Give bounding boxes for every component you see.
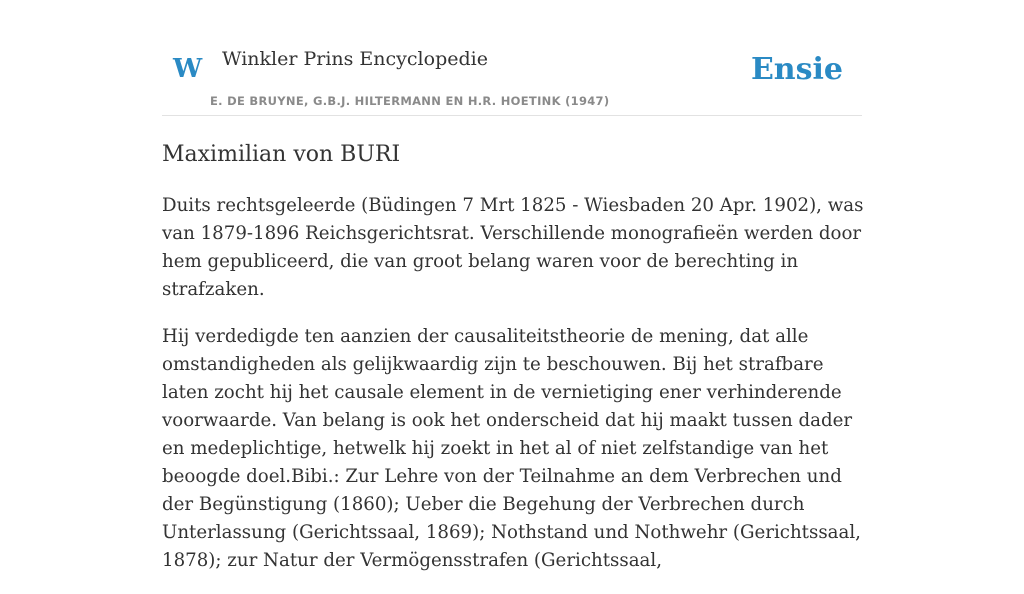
site-title[interactable]: Winkler Prins Encyclopedie [222,48,488,70]
article-body [162,192,874,594]
article-title: Maximilian von BURI [162,142,401,167]
site-header [162,40,862,116]
article-paragraph: Hij verdedigde ten aanzien der causaliteitstheorie de mening, dat alle omstandigheden als gelijkwaardig zijn te beschouwen. Bij het strafbare laten zocht hij het causale element in de vernietiging ener verhinderende voorwaarde. Van belang is ook het onderscheid dat hij maakt tussen dader en medeplichtige, hetwelk hij zoekt in het al of niet zelfstandige van het beoogde doel.Bibi.: Zur Lehre von der Teilnahme an dem Verbrechen und der Begünstigung (1860); Ueber die Begehung der Verbrechen durch Unterlassung (Gerichtssaal, 1869); Nothstand und Nothwehr (Gerichtssaal, 1878); zur Natur der Vermögensstrafen (Gerichtssaal, [162,326,861,571]
ensie-brand-link[interactable]: Ensie [750,52,843,87]
article-paragraph: Duits rechtsgeleerde (Büdingen 7 Mrt 1825 - Wiesbaden 20 Apr. 1902), was van 1879-1896 Reichsgerichtsrat. Verschillende monografieën werden door hem gepubliceerd, die van groot belang waren voor de berechting in strafzaken. [162,195,864,300]
site-subtitle: E. DE BRUYNE, G.B.J. HILTERMANN EN H.R. HOETINK (1947) [210,94,610,108]
winkler-prins-logo-icon[interactable]: W [173,54,203,84]
